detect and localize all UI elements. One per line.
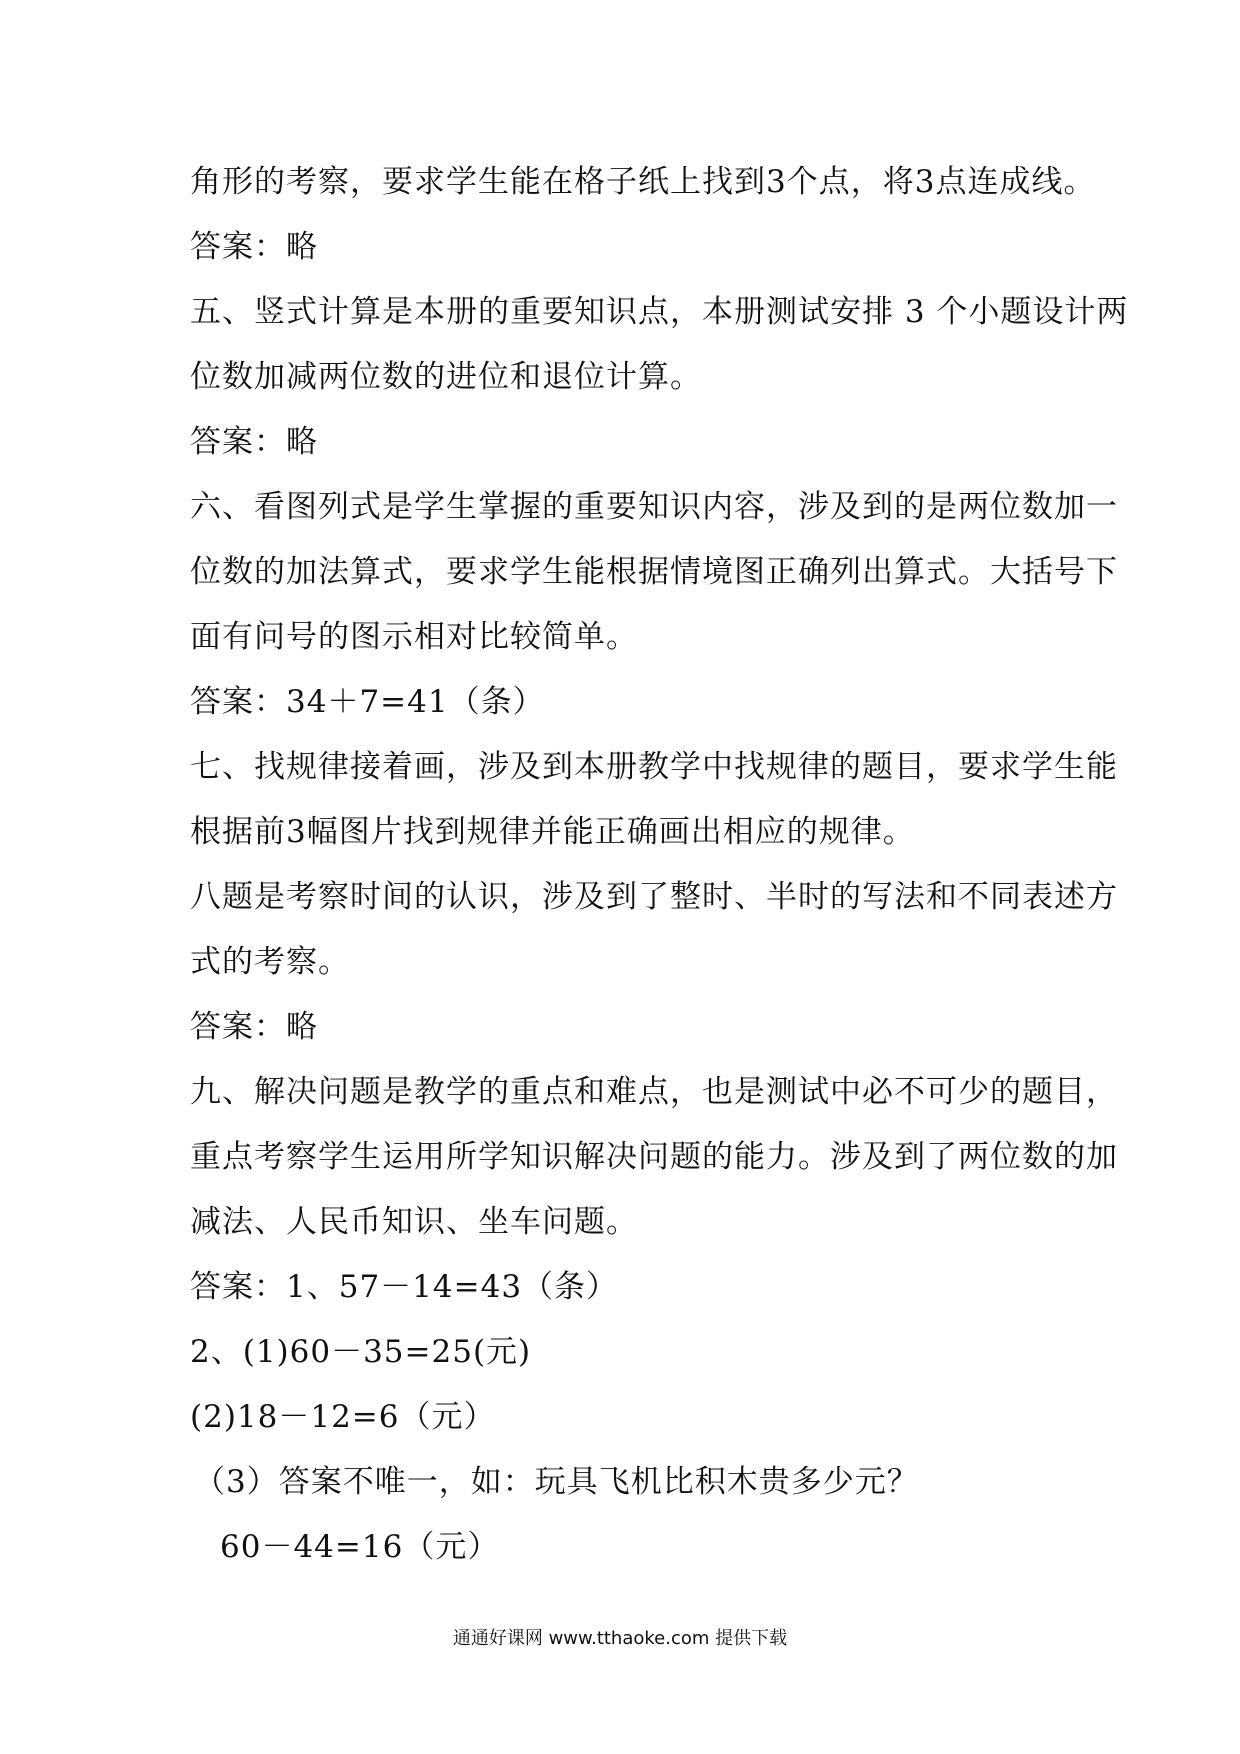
question-5-line: 五、竖式计算是本册的重要知识点，本册测试安排 3 个小题设计两	[190, 294, 1129, 330]
text-line: 位数的加法算式，要求学生能根据情境图正确列出算式。大括号下	[190, 554, 1118, 590]
question-8-line: 八题是考察时间的认识，涉及到了整时、半时的写法和不同表述方	[190, 879, 1118, 915]
text-line: 角形的考察，要求学生能在格子纸上找到3个点，将3点连成线。	[190, 164, 1096, 200]
text-line: 重点考察学生运用所学知识解决问题的能力。涉及到了两位数的加	[190, 1139, 1118, 1175]
answer-line: 答案：34＋7=41（条）	[190, 684, 545, 720]
answer-line: 答案：略	[190, 1009, 318, 1045]
text-line: 式的考察。	[190, 944, 350, 980]
document-body	[190, 150, 1129, 1580]
text-line: 减法、人民币知识、坐车问题。	[190, 1204, 638, 1240]
answer-line: 60－44=16（元）	[220, 1529, 500, 1565]
answer-line: 答案：1、57－14=43（条）	[190, 1269, 619, 1305]
question-7-line: 七、找规律接着画，涉及到本册教学中找规律的题目，要求学生能	[190, 749, 1118, 785]
question-9-line: 九、解决问题是教学的重点和难点，也是测试中必不可少的题目，	[190, 1074, 1118, 1110]
text-line: 面有问号的图示相对比较简单。	[190, 619, 638, 655]
question-6-line: 六、看图列式是学生掌握的重要知识内容，涉及到的是两位数加一	[190, 489, 1118, 525]
answer-line: (2)18－12=6（元）	[190, 1399, 496, 1435]
page-footer: 通通好课网 www.tthaoke.com 提供下载	[452, 1628, 788, 1649]
answer-line: 答案：略	[190, 424, 318, 460]
answer-line: 2、(1)60－35=25(元)	[190, 1334, 532, 1370]
text-line: 根据前3幅图片找到规律并能正确画出相应的规律。	[190, 814, 915, 850]
text-line: 位数加减两位数的进位和退位计算。	[190, 359, 702, 395]
answer-line: 答案：略	[190, 229, 318, 265]
answer-line: （3）答案不唯一，如：玩具飞机比积木贵多少元？	[194, 1464, 919, 1500]
